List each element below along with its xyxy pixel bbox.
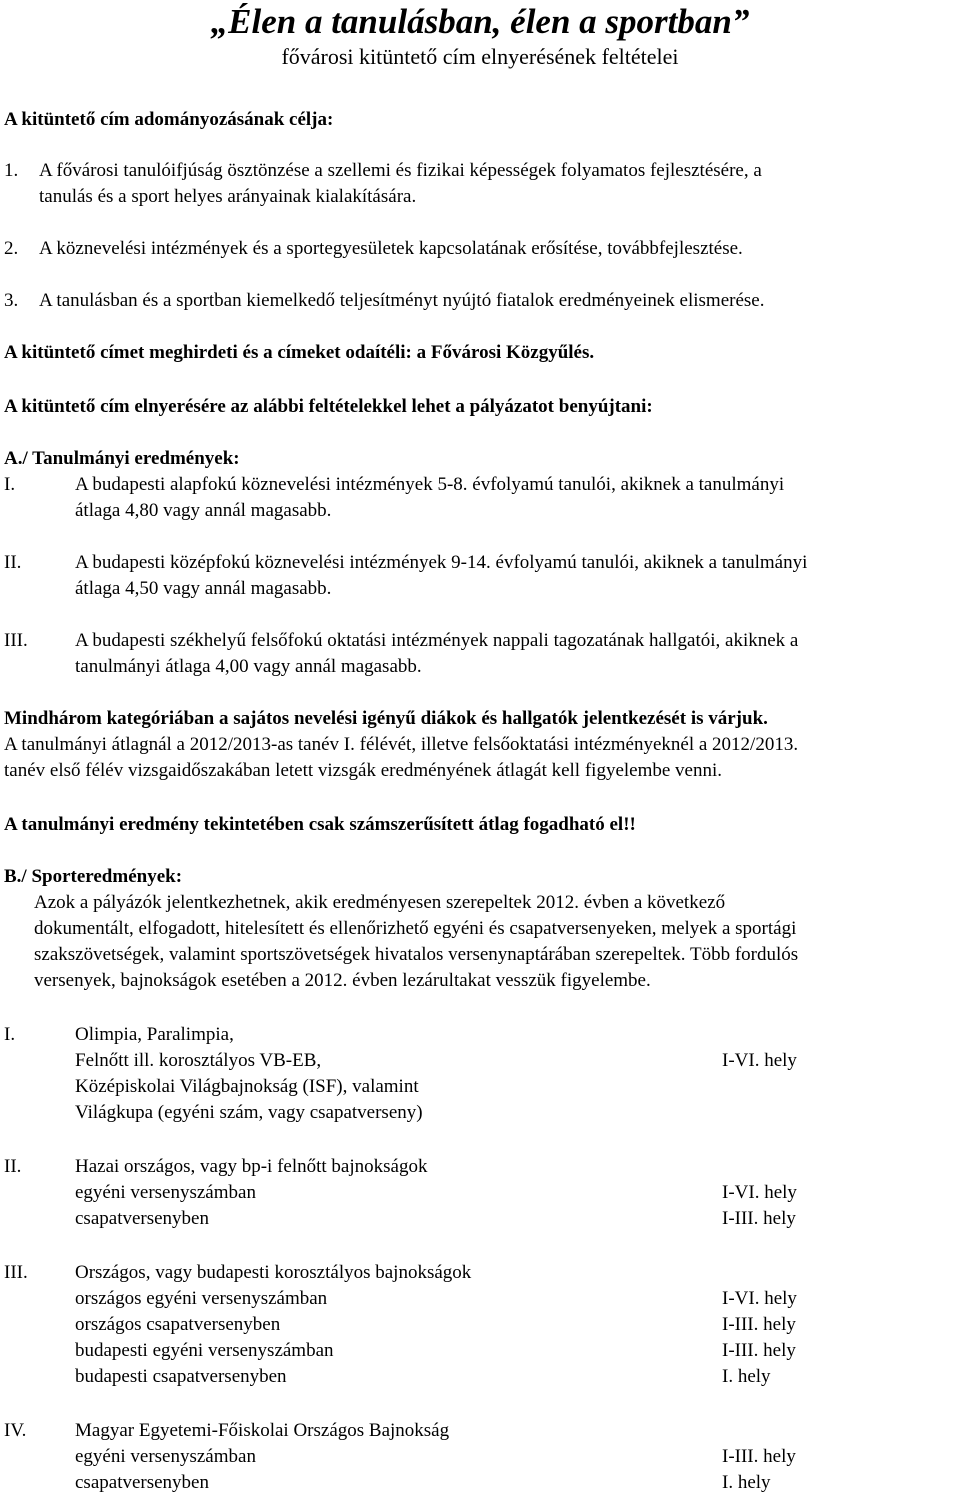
placement-value: I-III. hely	[722, 1314, 796, 1335]
sen-note: Mindhárom kategóriában a sajátos nevelési igényű diákok és hallgatók jelentkezését is várjuk.	[4, 708, 768, 729]
goal-heading: A kitüntető cím adományozásának célja:	[4, 109, 334, 130]
goal-item-text: tanulás és a sport helyes arányainak kialakítására.	[39, 186, 417, 207]
sport-category-line: Magyar Egyetemi-Főiskolai Országos Bajnokság	[75, 1420, 450, 1441]
sport-category-number: I.	[4, 1024, 16, 1045]
study-item-text: A budapesti alapfokú köznevelési intézmények 5-8. évfolyamú tanulói, akiknek a tanulmányi	[75, 474, 785, 495]
sport-category-line: egyéni versenyszámban	[75, 1446, 256, 1467]
sport-category-line: csapatversenyben	[75, 1208, 209, 1229]
placement-value: I-III. hely	[722, 1208, 796, 1229]
numeric-average-note: A tanulmányi eredmény tekintetében csak számszerűsített átlag fogadható el!!	[4, 814, 636, 835]
sport-category-line: budapesti egyéni versenyszámban	[75, 1340, 334, 1361]
goal-item-text: A köznevelési intézmények és a sportegyesületek kapcsolatának erősítése, továbbfejlesztése.	[39, 238, 743, 259]
sport-category-line: egyéni versenyszámban	[75, 1182, 256, 1203]
sport-heading: B./ Sporteredmények:	[4, 866, 183, 887]
study-item-number: III.	[4, 630, 28, 651]
study-item-number: I.	[4, 474, 16, 495]
goal-item-number: 2.	[4, 238, 19, 259]
sport-category-line: Olimpia, Paralimpia,	[75, 1024, 234, 1045]
study-item-text: átlaga 4,50 vagy annál magasabb.	[75, 578, 332, 599]
average-note: tanév első félév vizsgaidőszakában letett vizsgák eredményének átlagát kell figyelembe venni.	[4, 760, 723, 781]
placement-value: I-VI. hely	[722, 1050, 797, 1071]
study-heading: A./ Tanulmányi eredmények:	[4, 448, 240, 469]
goal-item-text: A fővárosi tanulóifjúság ösztönzése a szellemi és fizikai képességek folyamatos fejlesztésére, a	[39, 160, 762, 181]
sport-category-line: országos egyéni versenyszámban	[75, 1288, 328, 1309]
sport-category-number: III.	[4, 1262, 28, 1283]
sport-category-line: Országos, vagy budapesti korosztályos bajnokságok	[75, 1262, 472, 1283]
conditions-heading: A kitüntető cím elnyerésére az alábbi feltételekkel lehet a pályázatot benyújtani:	[4, 396, 653, 417]
placement-value: I. hely	[722, 1366, 771, 1387]
study-item-number: II.	[4, 552, 22, 573]
placement-value: I. hely	[722, 1472, 771, 1493]
placement-value: I-III. hely	[722, 1340, 796, 1361]
goal-item-text: A tanulásban és a sportban kiemelkedő teljesítményt nyújtó fiatalok eredményeinek elismerése.	[39, 290, 765, 311]
goal-item-number: 1.	[4, 160, 19, 181]
study-item-text: átlaga 4,80 vagy annál magasabb.	[75, 500, 332, 521]
sport-paragraph-line: versenyek, bajnokságok esetében a 2012. évben lezárultakat vesszük figyelembe.	[34, 970, 651, 991]
sport-category-line: Középiskolai Világbajnokság (ISF), valamint	[75, 1076, 419, 1097]
study-item-text: tanulmányi átlaga 4,00 vagy annál magasabb.	[75, 656, 422, 677]
sport-paragraph-line: dokumentált, elfogadott, hitelesített és ellenőrizhető egyéni és csapatversenyeken, melyek a sportági	[34, 918, 797, 939]
placement-value: I-VI. hely	[722, 1288, 797, 1309]
sport-category-line: országos csapatversenyben	[75, 1314, 281, 1335]
study-item-text: A budapesti középfokú köznevelési intézmények 9-14. évfolyamú tanulói, akiknek a tanulmányi	[75, 552, 808, 573]
sport-category-line: Hazai országos, vagy bp-i felnőtt bajnokságok	[75, 1156, 428, 1177]
sport-paragraph-line: szakszövetségek, valamint sportszövetségek hivatalos versenynaptárában szerepeltek. Több fordulós	[34, 944, 799, 965]
study-item-text: A budapesti székhelyű felsőfokú oktatási intézmények nappali tagozatának hallgatói, akiknek a	[75, 630, 799, 651]
sport-category-number: IV.	[4, 1420, 27, 1441]
goal-item-number: 3.	[4, 290, 19, 311]
page-title: „Élen a tanulásban, élen a sportban”	[210, 2, 750, 41]
sport-category-line: Felnőtt ill. korosztályos VB-EB,	[75, 1050, 322, 1071]
sport-category-line: csapatversenyben	[75, 1472, 209, 1493]
sport-category-line: budapesti csapatversenyben	[75, 1366, 287, 1387]
page-subtitle: fővárosi kitüntető cím elnyerésének feltételei	[281, 44, 679, 69]
average-note: A tanulmányi átlagnál a 2012/2013-as tanév I. félévét, illetve felsőoktatási intézményeknél a 2012/2013.	[4, 734, 799, 755]
placement-value: I-III. hely	[722, 1446, 796, 1467]
placement-value: I-VI. hely	[722, 1182, 797, 1203]
sport-category-line: Világkupa (egyéni szám, vagy csapatverseny)	[75, 1102, 423, 1123]
sport-category-number: II.	[4, 1156, 22, 1177]
sport-paragraph-line: Azok a pályázók jelentkezhetnek, akik eredményesen szerepeltek 2012. évben a következő	[34, 892, 726, 913]
announce-text: A kitüntető címet meghirdeti és a címeket odaítéli: a Fővárosi Közgyűlés.	[4, 342, 595, 363]
